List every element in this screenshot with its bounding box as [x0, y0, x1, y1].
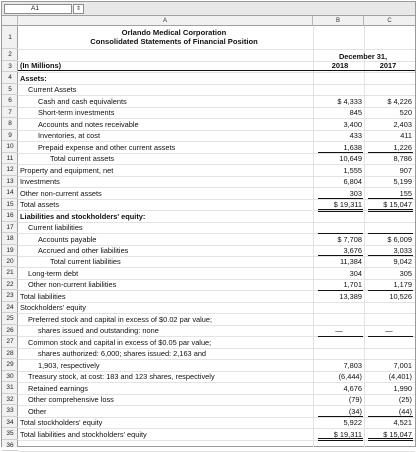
- row-header[interactable]: 11: [2, 153, 18, 164]
- line-item-label[interactable]: Total current assets: [50, 154, 115, 164]
- value-cell[interactable]: 5,922: [343, 418, 362, 428]
- line-item-label[interactable]: Current Assets: [28, 85, 77, 95]
- row-header[interactable]: 25: [2, 313, 18, 324]
- value-cell[interactable]: 1,555: [343, 165, 362, 175]
- value-cell[interactable]: 4,676: [343, 383, 362, 393]
- line-item-label[interactable]: Other non-current assets: [20, 188, 102, 198]
- subtotal-rule: [318, 336, 363, 337]
- row-header[interactable]: 35: [2, 428, 18, 439]
- line-item-label[interactable]: Assets:: [20, 73, 47, 83]
- line-item-label[interactable]: Accounts and notes receivable: [38, 119, 139, 129]
- column-headers: [2, 16, 415, 26]
- line-item-label[interactable]: Other: [28, 406, 47, 416]
- value-cell[interactable]: 520: [399, 108, 412, 118]
- value-cell[interactable]: (6,444): [338, 372, 362, 382]
- row-gridline: [18, 84, 415, 85]
- row-header[interactable]: 6: [2, 95, 18, 106]
- row-header[interactable]: 32: [2, 394, 18, 405]
- value-cell[interactable]: 155: [399, 188, 412, 198]
- subtotal-rule: [318, 290, 363, 291]
- line-item-label[interactable]: Total current liabilities: [50, 257, 121, 267]
- value-cell[interactable]: $ 19,311: [333, 200, 362, 210]
- row-gridline: [18, 49, 415, 50]
- row-header[interactable]: 14: [2, 187, 18, 198]
- value-cell[interactable]: $ 6,009: [387, 234, 412, 244]
- line-item-label[interactable]: Treasury stock, at cost: 183 and 123 shares, respectively: [28, 372, 215, 382]
- value-cell[interactable]: 11,384: [339, 257, 362, 267]
- header-date: December 31,: [338, 52, 388, 61]
- value-cell[interactable]: 7,001: [393, 360, 412, 370]
- row-header[interactable]: 34: [2, 417, 18, 428]
- value-cell[interactable]: (25): [398, 395, 412, 405]
- section-rule: [368, 233, 413, 234]
- value-cell[interactable]: 2,403: [393, 119, 412, 129]
- value-cell[interactable]: 3,400: [343, 119, 362, 129]
- line-item-label[interactable]: Long-term debt: [28, 268, 79, 278]
- line-item-label[interactable]: Retained earnings: [28, 383, 88, 393]
- total-double-rule: [368, 438, 413, 441]
- value-cell[interactable]: 845: [349, 108, 362, 118]
- row-header[interactable]: 16: [2, 210, 18, 221]
- value-cell[interactable]: 1,638: [343, 142, 362, 152]
- line-item-label[interactable]: Inventories, at cost: [38, 131, 101, 141]
- value-cell[interactable]: (4,401): [388, 372, 412, 382]
- line-item-label[interactable]: Current liabilities: [28, 223, 83, 233]
- select-all-corner[interactable]: [2, 16, 18, 26]
- row-header[interactable]: 31: [2, 382, 18, 393]
- header-year-2017: 2017: [379, 61, 397, 70]
- value-cell[interactable]: $ 19,311: [333, 429, 362, 439]
- line-item-label[interactable]: Preferred stock and capital in excess of $0.02 par value;: [28, 314, 213, 324]
- line-item-label[interactable]: Total assets: [20, 200, 60, 210]
- line-item-label[interactable]: Total liabilities and stockholders' equity: [20, 429, 147, 439]
- value-cell[interactable]: 5,199: [393, 177, 412, 187]
- line-item-label[interactable]: Other comprehensive loss: [28, 395, 114, 405]
- line-item-label[interactable]: Prepaid expense and other current assets: [38, 142, 176, 152]
- value-cell[interactable]: 1,226: [393, 142, 412, 152]
- value-cell[interactable]: 1,990: [393, 383, 412, 393]
- subtotal-rule: [368, 290, 413, 291]
- spreadsheet-window: [1, 1, 416, 447]
- line-item-label[interactable]: Common stock and capital in excess of $0.05 par value;: [28, 337, 212, 347]
- row-header[interactable]: 21: [2, 267, 18, 278]
- total-double-rule: [368, 209, 413, 212]
- company-name: Orlando Medical Corporation: [121, 28, 227, 37]
- line-item-label[interactable]: Accounts payable: [38, 234, 97, 244]
- value-cell[interactable]: 433: [349, 131, 362, 141]
- row-header[interactable]: 10: [2, 141, 18, 152]
- name-box-dropdown-icon[interactable]: ⇕: [73, 4, 84, 14]
- subtotal-rule: [318, 255, 363, 256]
- row-header[interactable]: 7: [2, 107, 18, 118]
- total-double-rule: [318, 209, 363, 212]
- row-headers: [2, 26, 18, 447]
- line-item-label[interactable]: Accrued and other liabilities: [38, 246, 129, 256]
- header-bottom-rule: [18, 70, 415, 71]
- line-item-label[interactable]: Investments: [20, 177, 60, 187]
- value-cell[interactable]: 305: [399, 268, 412, 278]
- value-cell[interactable]: 3,676: [343, 246, 362, 256]
- value-cell[interactable]: $ 4,333: [337, 96, 362, 106]
- value-cell[interactable]: 10,526: [389, 291, 412, 301]
- value-cell[interactable]: 9,042: [393, 257, 412, 267]
- row-header[interactable]: 23: [2, 290, 18, 301]
- value-cell[interactable]: 1,701: [343, 280, 362, 290]
- line-item-label[interactable]: shares issued and outstanding: none: [38, 326, 159, 336]
- value-cell[interactable]: 304: [349, 268, 362, 278]
- line-item-label[interactable]: Total stockholders' equity: [20, 418, 103, 428]
- row-header[interactable]: 22: [2, 279, 18, 290]
- row-header[interactable]: 5: [2, 84, 18, 95]
- subtotal-rule: [368, 152, 413, 153]
- line-item-label[interactable]: Total liabilities: [20, 291, 66, 301]
- column-header-a[interactable]: A: [18, 16, 313, 26]
- line-item-label[interactable]: Short-term investments: [38, 108, 115, 118]
- value-cell[interactable]: $ 15,047: [383, 200, 412, 210]
- value-cell[interactable]: 1,179: [393, 280, 412, 290]
- value-cell[interactable]: 7,803: [343, 360, 362, 370]
- value-cell[interactable]: 907: [399, 165, 412, 175]
- row-header[interactable]: 36: [2, 440, 18, 451]
- row-header[interactable]: 17: [2, 222, 18, 233]
- cell-grid[interactable]: [18, 26, 415, 447]
- row-header[interactable]: 3: [2, 61, 18, 72]
- subtotal-rule: [368, 255, 413, 256]
- subtotal-rule: [318, 416, 363, 417]
- column-header-c[interactable]: C: [387, 18, 392, 24]
- statement-title: Consolidated Statements of Financial Position: [90, 37, 258, 46]
- row-header[interactable]: 20: [2, 256, 18, 267]
- subtotal-rule: [368, 336, 413, 337]
- row-gridline: [18, 61, 415, 62]
- row-header[interactable]: 13: [2, 176, 18, 187]
- row-header[interactable]: 12: [2, 164, 18, 175]
- value-cell[interactable]: $ 4,226: [387, 96, 412, 106]
- value-cell[interactable]: 13,389: [339, 291, 362, 301]
- value-cell[interactable]: $ 15,047: [383, 429, 412, 439]
- header-year-2018: 2018: [331, 61, 349, 70]
- value-cell[interactable]: (79): [348, 395, 362, 405]
- value-cell[interactable]: —: [335, 326, 343, 336]
- row-header[interactable]: 30: [2, 371, 18, 382]
- row-header[interactable]: 24: [2, 302, 18, 313]
- row-header[interactable]: 15: [2, 199, 18, 210]
- line-item-label[interactable]: Property and equipment, net: [20, 165, 114, 175]
- row-header[interactable]: 8: [2, 118, 18, 129]
- subtotal-rule: [318, 198, 363, 199]
- line-item-label[interactable]: 1,903, respectively: [38, 360, 100, 370]
- formula-bar: [2, 2, 415, 16]
- column-header-b[interactable]: B: [313, 16, 364, 26]
- row-header[interactable]: 18: [2, 233, 18, 244]
- line-item-label[interactable]: shares authorized: 6,000; shares issued: 2,163 and: [38, 349, 207, 359]
- value-cell[interactable]: 10,649: [339, 154, 362, 164]
- units-label: (In Millions): [20, 61, 62, 70]
- line-item-label[interactable]: Cash and cash equivalents: [38, 96, 127, 106]
- value-cell[interactable]: $ 7,708: [337, 234, 362, 244]
- value-cell[interactable]: —: [385, 326, 393, 336]
- row-header[interactable]: 33: [2, 405, 18, 416]
- value-cell[interactable]: 6,804: [343, 177, 362, 187]
- section-rule: [318, 233, 363, 234]
- row-header[interactable]: 29: [2, 359, 18, 370]
- line-item-label[interactable]: Other non-current liabilities: [28, 280, 117, 290]
- row-header[interactable]: 2: [2, 49, 18, 61]
- value-cell[interactable]: 8,786: [393, 154, 412, 164]
- line-item-label[interactable]: Stockholders' equity: [20, 303, 86, 313]
- row-header[interactable]: 26: [2, 325, 18, 336]
- subtotal-rule: [318, 152, 363, 153]
- row-header[interactable]: 28: [2, 348, 18, 359]
- row-header[interactable]: 27: [2, 336, 18, 347]
- value-cell[interactable]: 411: [400, 131, 412, 141]
- row-header[interactable]: 4: [2, 72, 18, 83]
- value-cell[interactable]: 4,521: [393, 418, 412, 428]
- value-cell[interactable]: (34): [348, 406, 362, 416]
- value-cell[interactable]: (44): [398, 406, 412, 416]
- row-header[interactable]: 19: [2, 245, 18, 256]
- row-gridline: [18, 72, 415, 73]
- row-header[interactable]: 9: [2, 130, 18, 141]
- subtotal-rule: [368, 416, 413, 417]
- row-header[interactable]: 1: [2, 26, 18, 49]
- line-item-label[interactable]: Liabilities and stockholders' equity:: [20, 211, 146, 221]
- total-double-rule: [318, 438, 363, 441]
- value-cell[interactable]: 303: [349, 188, 362, 198]
- name-box[interactable]: A1: [4, 4, 72, 14]
- value-cell[interactable]: 3,033: [393, 246, 412, 256]
- subtotal-rule: [368, 198, 413, 199]
